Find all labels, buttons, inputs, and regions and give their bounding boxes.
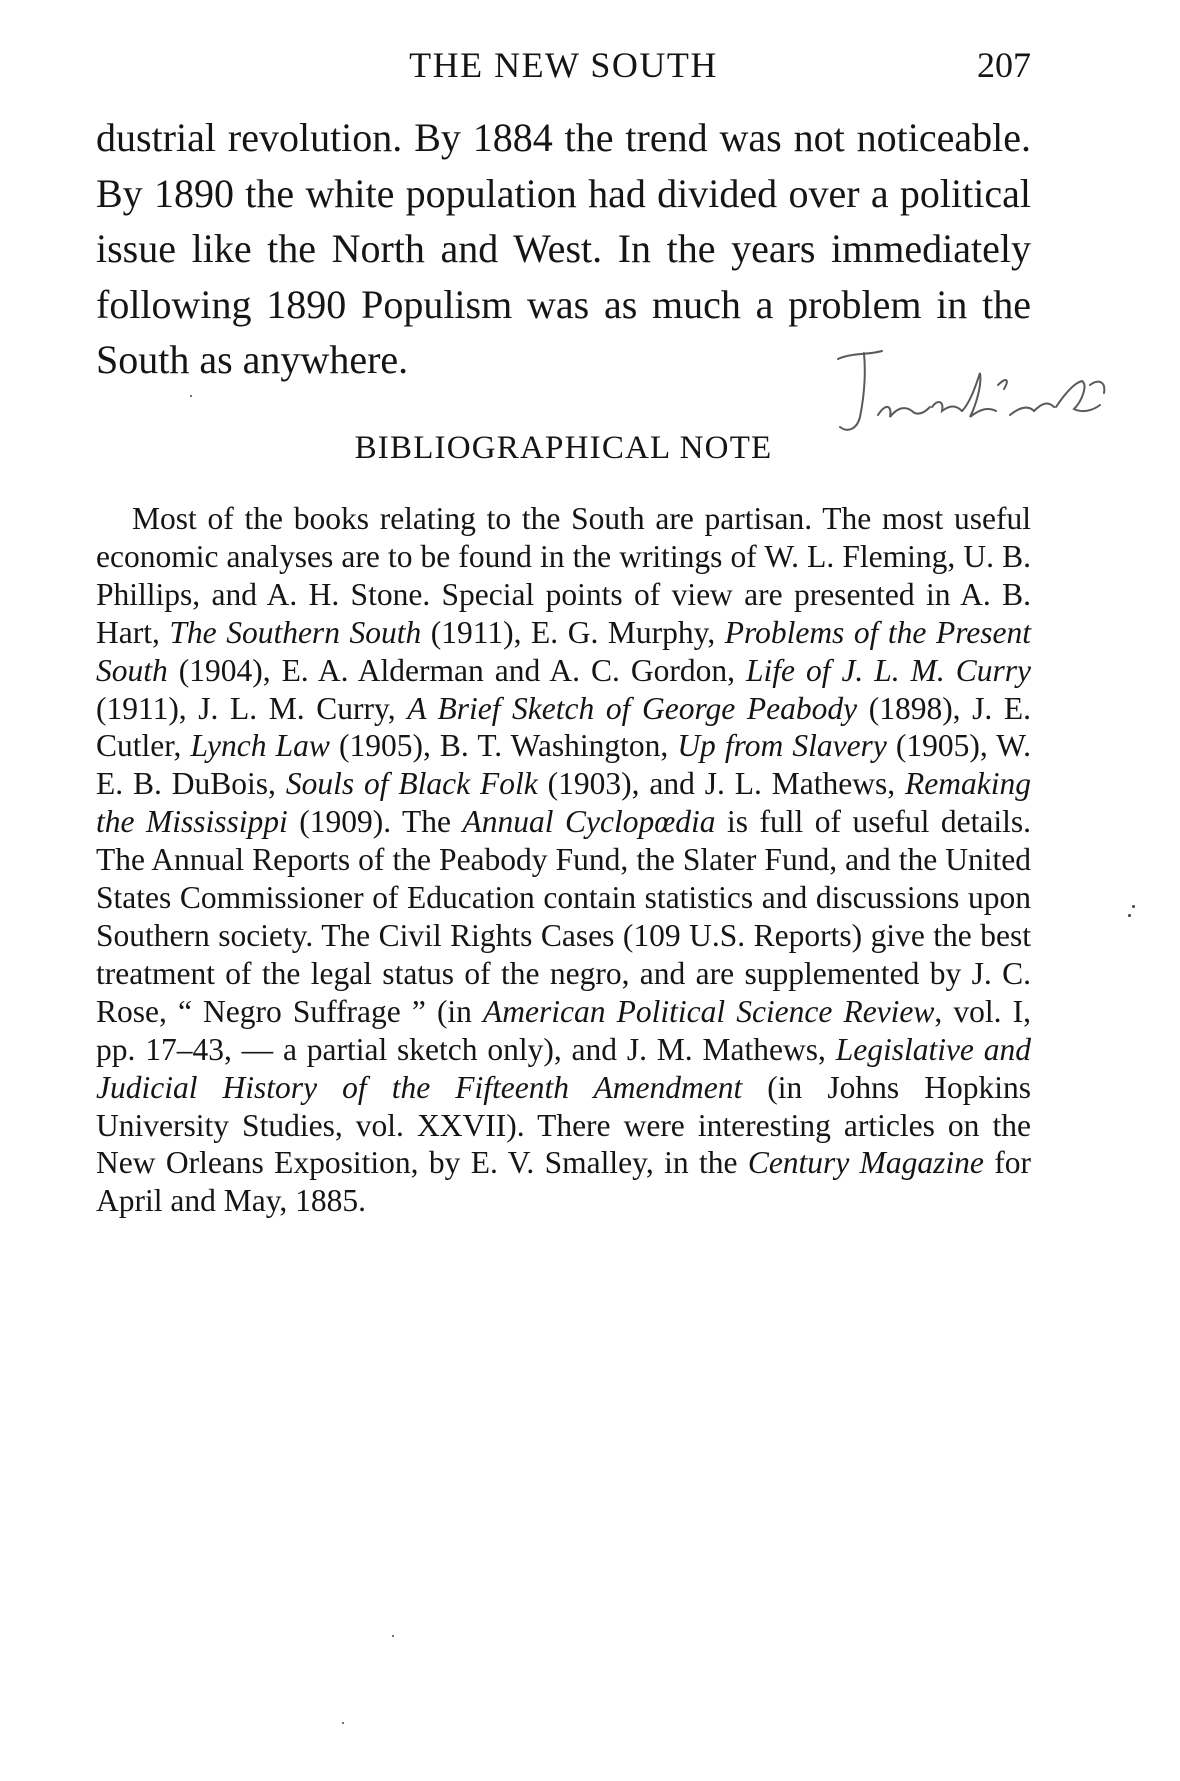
book-title: Legislative and Judicial History of the Fifteenth Amendment: [96, 1031, 1031, 1105]
ink-speck: [1132, 905, 1135, 908]
note-text-run: (1898), J. E. Cutler,: [96, 690, 1032, 764]
note-text-run: Most of the books relating to the South are partisan. The most useful economic analyses are to be found in the writings of W. L. Fleming, U. B. Phillips, and A. H. Stone. Special points of view are presented in A. B. Hart,: [96, 501, 1031, 650]
note-text-run: (1909). The: [287, 804, 463, 840]
ink-speck: [392, 1635, 394, 1637]
note-text-run: (1911), J. L. M. Curry,: [96, 690, 408, 726]
book-title: Remaking the Mississippi: [96, 766, 1031, 840]
note-text-run: (1904), E. A. Alderman and A. C. Gordon,: [167, 652, 746, 688]
book-title: Up from Slavery: [677, 728, 887, 764]
note-text-run: (1903), and J. L. Mathews,: [537, 766, 906, 802]
ink-speck: [1128, 914, 1131, 917]
running-head: [96, 44, 1031, 94]
book-title: A Brief Sketch of George Peabody: [407, 690, 858, 726]
note-text-run: for April and May, 1885.: [96, 1145, 1032, 1219]
page-number: 207: [977, 45, 1031, 85]
note-text-run: (1905), W. E. B. DuBois,: [96, 728, 1031, 802]
section-heading: BIBLIOGRAPHICAL NOTE: [354, 430, 773, 466]
book-title: American Political Science Review: [483, 993, 935, 1029]
note-text-run: is full of useful details. The Annual Reports of the Peabody Fund, the Slater Fund, and the United States Commissioner of Education contain statistics and discussions upon Southern society. The Civil Rights Cases (109 U.S. Reports) give the best treatment of the legal status of the negro, and are supplemented by J. C. Rose, “ Negro Suffrage ” (in: [96, 804, 1032, 1029]
ink-speck: [342, 1722, 344, 1724]
note-text-run: (1905), B. T. Washington,: [329, 728, 678, 764]
bibliographical-note: [96, 500, 1031, 1220]
running-title: THE NEW SOUTH: [409, 45, 718, 85]
book-title: Lynch Law: [190, 728, 330, 764]
ink-speck: [190, 395, 192, 397]
body-paragraph: dustrial revolution. By 1884 the trend was not noticeable. By 1890 the white population had divided over a political issue like the North and West. In the years immediately following 1890 Populism was as much a problem in the South as anywhere.: [96, 115, 1031, 382]
note-text-run: (in Johns Hopkins University Studies, vol. XXVII). There were interesting articles on the New Orleans Exposition, by E. V. Smalley, in the: [96, 1069, 1031, 1181]
book-title: Annual Cyclopœdia: [462, 804, 716, 840]
book-title: Life of J. L. M. Curry: [745, 652, 1031, 688]
book-title: Problems of the Present South: [96, 614, 1031, 688]
note-text-run: (1911), E. G. Murphy,: [421, 614, 725, 650]
book-title: The Southern South: [169, 614, 422, 650]
book-title: Souls of Black Folk: [285, 766, 538, 802]
note-text-run: , vol. I, pp. 17–43, — a partial sketch only), and J. M. Mathews,: [96, 993, 1031, 1067]
book-title: Century Magazine: [747, 1145, 984, 1181]
